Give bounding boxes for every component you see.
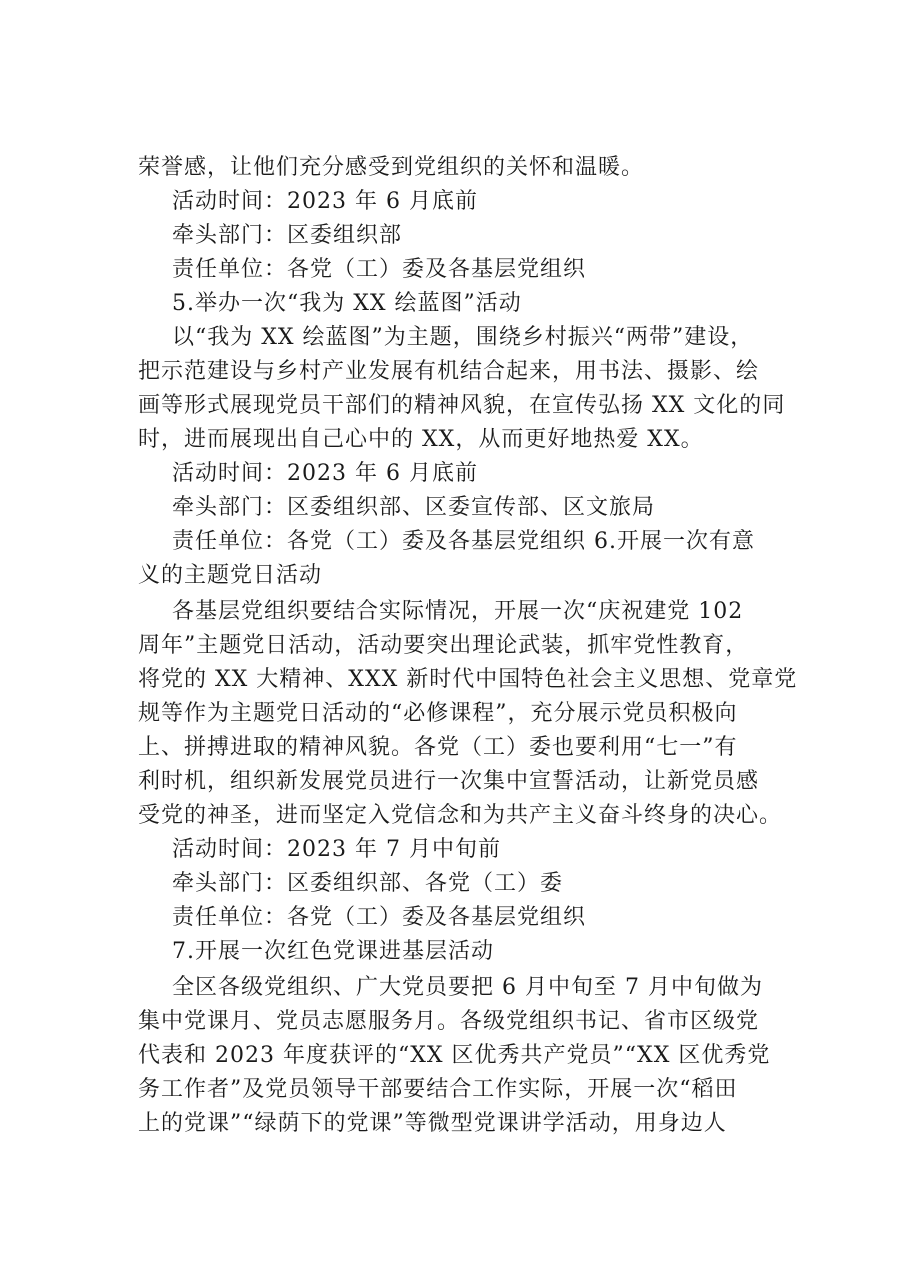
- text-line: 将党的 XX 大精神、XXX 新时代中国特色社会主义思想、党章党: [138, 667, 798, 692]
- text-line: 受党的神圣，进而坚定入党信念和为共产主义奋斗终身的决心。: [138, 803, 783, 828]
- text-line: 荣誉感，让他们充分感受到党组织的关怀和温暖。: [138, 155, 645, 180]
- text-line: 利时机，组织新发展党员进行一次集中宣誓活动，让新党员感: [138, 769, 760, 794]
- activity-time: 活动时间：2023 年 6 月底前: [172, 461, 478, 486]
- text-line: 把示范建设与乡村产业发展有机结合起来，用书法、摄影、绘: [138, 359, 760, 384]
- responsible-unit: 责任单位：各党（工）委及各基层党组织: [172, 905, 587, 930]
- text-line: 规等作为主题党日活动的“必修课程”，充分展示党员积极向: [138, 701, 738, 726]
- responsible-unit: 责任单位：各党（工）委及各基层党组织: [172, 257, 587, 282]
- text-line: 务工作者”及党员领导干部要结合工作实际，开展一次“稻田: [138, 1077, 738, 1102]
- lead-department: 牵头部门：区委组织部、各党（工）委: [172, 871, 564, 896]
- text-line: 上的党课”“绿荫下的党课”等微型党课讲学活动，用身边人: [138, 1111, 727, 1136]
- lead-department: 牵头部门：区委组织部: [172, 223, 403, 248]
- text-line: 以“我为 XX 绘蓝图”为主题，围绕乡村振兴“两带”建设，: [172, 325, 754, 350]
- text-line: 代表和 2023 年度获评的“XX 区优秀共产党员”“XX 区优秀党: [138, 1043, 771, 1068]
- text-line: 周年”主题党日活动，活动要突出理论武装，抓牢党性教育，: [138, 633, 749, 658]
- section-heading: 5.举办一次“我为 XX 绘蓝图”活动: [172, 291, 522, 316]
- responsible-unit: 责任单位：各党（工）委及各基层党组织 6.开展一次有意: [172, 529, 755, 554]
- text-line: 时，进而展现出自己心中的 XX，从而更好地热爱 XX。: [138, 427, 704, 452]
- text-line: 画等形式展现党员干部们的精神风貌，在宣传弘扬 XX 文化的同: [138, 393, 786, 418]
- activity-time: 活动时间：2023 年 7 月中旬前: [172, 837, 501, 862]
- text-line: 全区各级党组织、广大党员要把 6 月中旬至 7 月中旬做为: [172, 975, 763, 1000]
- text-line: 各基层党组织要结合实际情况，开展一次“庆祝建党 102: [172, 599, 744, 624]
- lead-department: 牵头部门：区委组织部、区委宣传部、区文旅局: [172, 495, 656, 520]
- section-heading: 7.开展一次红色党课进基层活动: [172, 939, 494, 964]
- section-heading: 义的主题党日活动: [138, 563, 323, 588]
- text-line: 集中党课月、党员志愿服务月。各级党组织书记、省市区级党: [138, 1009, 760, 1034]
- activity-time: 活动时间：2023 年 6 月底前: [172, 189, 478, 214]
- text-line: 上、拼搏进取的精神风貌。各党（工）委也要利用“七一”有: [138, 735, 738, 760]
